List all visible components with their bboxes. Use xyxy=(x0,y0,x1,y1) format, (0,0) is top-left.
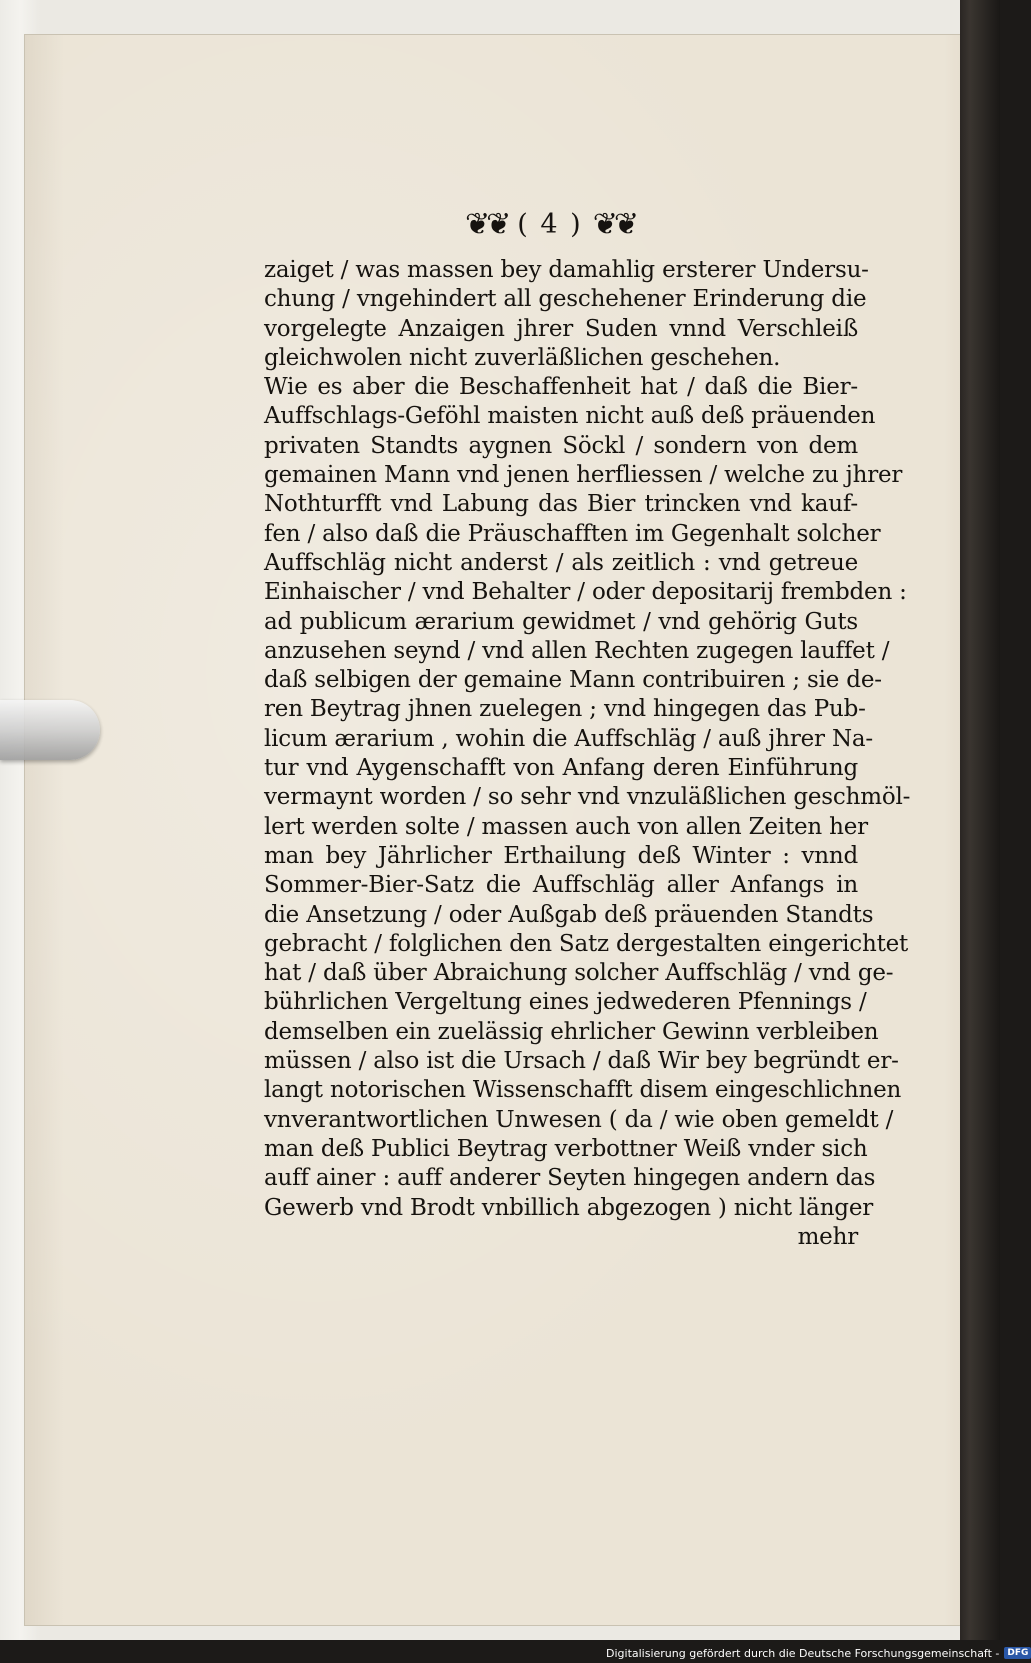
text-line: müssen / also ist die Ursach / daß Wir bey begründt er- xyxy=(264,1048,899,1075)
text-line: man bey Jährlicher Erthailung deß Winter : vnnd xyxy=(264,842,858,869)
right-ornament-icon: ❦❦ xyxy=(592,206,635,242)
text-line: Einhaischer / vnd Behalter / oder depositarij frembden : xyxy=(264,579,907,606)
text-line: ad publicum ærarium gewidmet / vnd gehörig Guts xyxy=(264,608,858,635)
text-line: chung / vngehindert all geschehener Erinderung die xyxy=(264,286,867,313)
text-line: bührlichen Vergeltung eines jedwederen Pfennings / xyxy=(264,989,867,1016)
text-line: auff ainer : auff anderer Seyten hingegen andern das xyxy=(264,1165,876,1192)
text-line: gleichwolen nicht zuverläßlichen geschehen. xyxy=(264,344,781,371)
text-line: vermaynt worden / so sehr vnd vnzuläßlichen geschmöl- xyxy=(264,784,911,811)
dfg-logo-icon: DFG xyxy=(1004,1647,1031,1659)
text-line: Nothturfft vnd Labung das Bier trincken vnd kauf- xyxy=(264,491,858,518)
catchword: mehr xyxy=(797,1223,858,1250)
footer-credit-text: Digitalisierung gefördert durch die Deutsche Forschungsgemeinschaft - xyxy=(606,1646,1000,1660)
text-line: tur vnd Aygenschafft von Anfang deren Einführung xyxy=(264,755,858,782)
page-number: ( 4 ) xyxy=(517,208,583,240)
body-text xyxy=(264,256,911,1252)
text-line: vorgelegte Anzaigen jhrer Suden vnnd Verschleiß xyxy=(264,315,858,342)
text-line: anzusehen seynd / vnd allen Rechten zugegen lauffet / xyxy=(264,637,890,664)
text-line: man deß Publici Beytrag verbottner Weiß vnder sich xyxy=(264,1135,868,1162)
text-line: demselben ein zuelässig ehrlicher Gewinn verbleiben xyxy=(264,1018,879,1045)
text-line: langt notorischen Wissenschafft disem eingeschlichnen xyxy=(264,1077,902,1104)
text-line: lert werden solte / massen auch von allen Zeiten her xyxy=(264,813,868,840)
text-line: Sommer-Bier-Satz die Auffschläg aller Anfangs in xyxy=(264,872,858,899)
text-line: zaiget / was massen bey damahlig ersterer Undersu- xyxy=(264,257,869,283)
page-header xyxy=(440,204,660,244)
text-line: gebracht / folglichen den Satz dergestalten eingerichtet xyxy=(264,930,909,957)
footer-credit xyxy=(606,1644,1031,1662)
text-line: vnverantwortlichen Unwesen ( da / wie oben gemeldt / xyxy=(264,1106,894,1133)
text-line: Wie es aber die Beschaffenheit hat / daß die Bier- xyxy=(264,374,858,401)
text-line: daß selbigen der gemaine Mann contribuiren ; sie de- xyxy=(264,667,882,694)
text-line: Auffschläg nicht anderst / als zeitlich : vnd getreue xyxy=(264,549,858,576)
text-line: hat / daß über Abraichung solcher Auffschläg / vnd ge- xyxy=(264,960,894,987)
bookmark-tab xyxy=(0,700,100,760)
left-ornament-icon: ❦❦ xyxy=(465,206,508,242)
text-line: Gewerb vnd Brodt vnbillich abgezogen ) nicht länger xyxy=(264,1194,874,1221)
text-line: licum ærarium , wohin die Auffschläg / auß jhrer Na- xyxy=(264,725,873,752)
text-line: ren Beytrag jhnen zuelegen ; vnd hingegen das Pub- xyxy=(264,696,866,723)
book-edge xyxy=(960,0,1000,1640)
text-line: gemainen Mann vnd jenen herfliessen / welche zu jhrer xyxy=(264,462,903,489)
text-line: privaten Standts aygnen Söckl / sondern von dem xyxy=(264,432,858,459)
text-line: Auffschlags-Geföhl maisten nicht auß deß präuenden xyxy=(264,403,876,430)
text-line: die Ansetzung / oder Außgab deß präuenden Standts xyxy=(264,901,874,928)
text-line: fen / also daß die Präuschafften im Gegenhalt solcher xyxy=(264,520,881,547)
